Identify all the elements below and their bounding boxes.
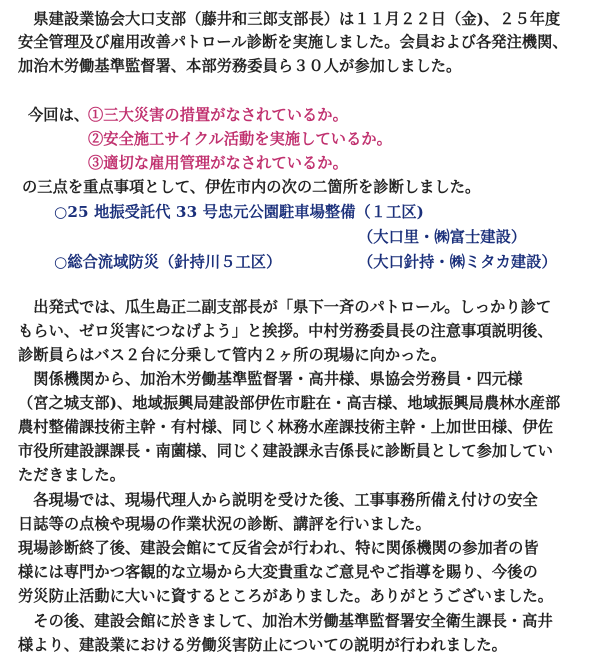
body-line-6: 農村整備課技術主幹・有村様、同じく林務水産課技術主幹・上加世田様、伊佐 xyxy=(18,418,554,436)
body-line-13: 労災防止活動に大いに資するところがありました。ありがとうございました。 xyxy=(18,587,554,605)
intro-line-2: 安全管理及び雇用改善パトロール診断を実施しました。会員および各発注機関、 xyxy=(18,33,568,51)
body-line-7: 市役所建設課課長・南薗様、同じく建設課永吉係長に診断員として参加してい xyxy=(18,442,554,460)
points-closing: の三点を重点事項として、伊佐市内の次の二箇所を診断しました。 xyxy=(22,178,481,196)
point-item-3: ③適切な雇用管理がなされているか。 xyxy=(88,154,348,172)
site-2-contractor: （大口針持・㈱ミタカ建設） xyxy=(358,253,557,271)
intro-line-1: 県建設業協会大口支部（藤井和三郎支部長）は１１月２２日（金)、２５年度 xyxy=(18,10,561,28)
body-line-12: 様には専門かつ客観的な立場から大変貴重なご意見やご指導を賜り、今後の xyxy=(18,563,538,581)
body-line-1: 出発式では、瓜生島正二副支部長が「県下一斉のパトロール。しっかり診て xyxy=(18,298,552,316)
point-item-1: ①三大災害の措置がなされているか。 xyxy=(88,106,348,124)
body-line-9: 各現場では、現場代理人から説明を受けた後、工事事務所備え付けの安全 xyxy=(18,491,538,509)
site-2-name: ○総合流域防災（針持川５工区） xyxy=(54,253,282,271)
body-line-3: 診断員らはバス２台に分乗して管内２ヶ所の現場に向かった。 xyxy=(18,346,447,364)
body-line-10: 日誌等の点検や現場の作業状況の診断、講評を行いました。 xyxy=(18,515,431,533)
body-line-15: 様より、建設業における労働災害防止についての説明が行われました。 xyxy=(18,636,507,654)
body-line-14: その後、建設会館に於きまして、加治木労働基準監督署安全衛生課長・高井 xyxy=(18,612,553,630)
point-item-2: ②安全施工サイクル活動を実施しているか。 xyxy=(88,130,392,148)
points-lead: 今回は、 xyxy=(28,106,90,124)
body-line-11: 現場診断終了後、建設会館にて反省会が行われ、特に関係機関の参加者の皆 xyxy=(18,539,539,557)
site-1-contractor: （大口里・㈱富士建設） xyxy=(358,228,527,246)
body-line-2: もらい、ゼロ災害につなげよう」と挨拶。中村労務委員長の注意事項説明後、 xyxy=(18,322,553,340)
body-line-4: 関係機関から、加治木労働基準監督署・高井様、県協会労務員・四元様 xyxy=(18,370,523,388)
site-1-name: ○25 地振受託代 33 号忠元公園駐車場整備（１工区) xyxy=(54,203,424,221)
intro-line-3: 加治木労働基準監督署、本部労務委員ら３０人が参加しました。 xyxy=(18,57,462,75)
body-line-8: ただきました。 xyxy=(18,466,126,484)
body-line-5: （宮之城支部)、地域振興局建設部伊佐市駐在・高吉様、地域振興局農林水産部 xyxy=(18,394,561,412)
